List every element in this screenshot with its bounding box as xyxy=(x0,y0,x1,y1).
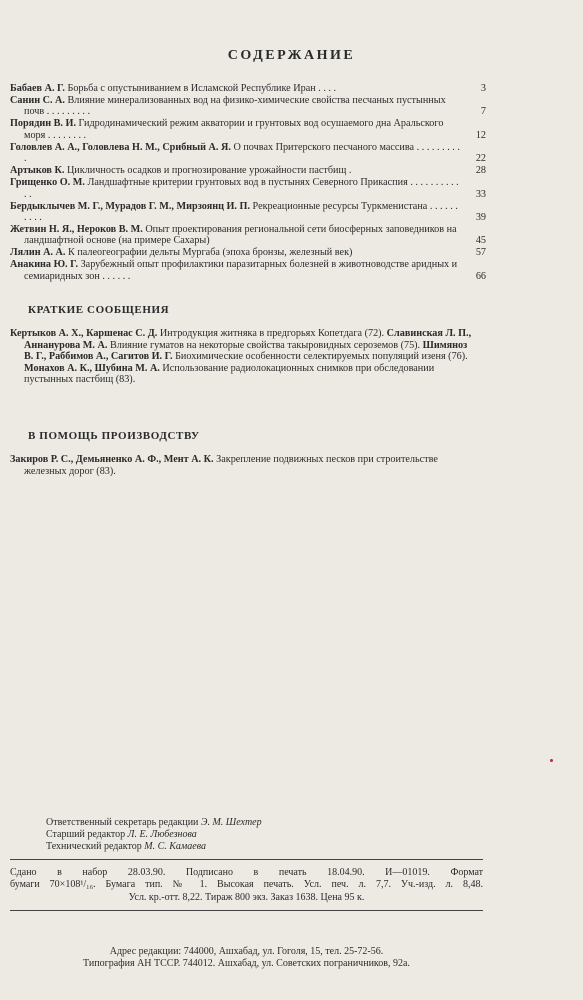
toc-article-title: Опыт проектирования региональной сети биосферных заповедников на ландшафтной основе (на примере Сахары) xyxy=(24,224,457,247)
short-messages-paragraph xyxy=(10,328,478,386)
imprint xyxy=(10,867,483,904)
divider-bottom xyxy=(10,910,483,911)
divider-top xyxy=(10,859,483,860)
article-author: Закиров Р. С., Демьяненко А. Ф., Мент А. К. xyxy=(10,454,214,465)
section-heading-production: В ПОМОЩЬ ПРОИЗВОДСТВУ xyxy=(28,430,200,442)
imprint-line: бумаги 70×108¹/₁₆. Бумага тип. № 1. Высокая печать. Усл. печ. л. 7,7. Уч.-изд. л. 8,48. xyxy=(10,879,483,891)
toc-leader: . . . . . . xyxy=(99,270,131,282)
toc-page-number: 45 xyxy=(475,235,486,247)
toc-entry xyxy=(10,201,486,224)
article-title: Использование радиолокационных снимков при обследовании пустынных пастбищ (83). xyxy=(24,362,435,386)
imprint-line: Усл. кр.-отт. 8,22. Тираж 800 экз. Заказ 1638. Цена 95 к. xyxy=(128,891,365,903)
staff-line xyxy=(46,829,262,841)
ink-spot xyxy=(550,759,553,762)
article-author: Шимяноз В. Г., Раббимов А., Сагитов И. Г. xyxy=(24,339,468,363)
article-author: Монахов А. К., Шубина М. А. xyxy=(24,362,160,374)
address-line: Адрес редакции: 744000, Ашхабад, ул. Гоголя, 15, тел. 25-72-56. xyxy=(109,946,384,957)
section-heading-short-messages: КРАТКИЕ СООБЩЕНИЯ xyxy=(28,304,170,316)
toc-article-title: Зарубежный опыт профилактики паразитарных болезней в животноводстве аридных и семиаридных зон xyxy=(24,259,458,282)
toc-article-title: Борьба с опустыниванием в Исламской Республике Иран xyxy=(67,83,316,94)
toc-entry-text xyxy=(10,165,462,176)
toc-article-title: Рекреационные ресурсы Туркменистана xyxy=(252,200,428,212)
address-line: Типография АН ТССР. 744012. Ашхабад, ул. Советских пограничников, 92а. xyxy=(83,958,410,970)
staff-role: Ответственный секретарь редакции xyxy=(46,817,199,828)
toc-leader: . . . . . . . . . xyxy=(44,106,91,118)
toc-author: Бабаев А. Г. xyxy=(10,83,65,94)
toc-entry-text xyxy=(10,118,462,141)
toc-article-title: Ландшафтные критерии грунтовых вод в пустынях Северного Прикаспия xyxy=(87,177,408,189)
staff-name: Л. Е. Любезнова xyxy=(127,829,197,841)
toc-leader: . . . . . . . . . . xyxy=(24,141,460,165)
article-title: Биохимические особенности селектируемых популяций изеня (76). xyxy=(172,351,468,363)
toc-author: Головлев А. А., Головлева Н. М., Срибный А. Я. xyxy=(10,141,231,153)
toc-entry xyxy=(10,259,486,282)
article-author: Кертыков А. Х., Каршенас С. Д. xyxy=(10,328,158,339)
toc-author: Артыков К. xyxy=(10,165,65,177)
toc-entry xyxy=(10,224,486,247)
toc-entry xyxy=(10,83,486,94)
toc-entry xyxy=(10,177,486,200)
toc-leader: . . . . . . . . . . . . xyxy=(24,177,459,200)
toc-author: Порядин В. И. xyxy=(10,118,76,130)
staff-name: М. С. Камаева xyxy=(144,841,206,853)
toc-entry-text xyxy=(10,142,462,165)
toc-entry-text xyxy=(10,95,462,118)
toc-entry-text xyxy=(10,201,462,224)
toc-leader: . . . . . . . . xyxy=(45,129,87,141)
table-of-contents xyxy=(10,83,486,283)
toc-article-title: О почвах Притерского песчаного массива xyxy=(233,141,415,153)
toc-entry xyxy=(10,118,486,141)
toc-author: Лялин А. А. xyxy=(10,247,66,259)
editorial-staff xyxy=(46,817,262,854)
toc-page-number: 3 xyxy=(480,83,486,94)
toc-entry-text xyxy=(10,247,462,258)
article-author: Славинская Л. П., Аннанурова М. А. xyxy=(24,328,472,351)
toc-page-number: 12 xyxy=(475,129,486,141)
staff-line xyxy=(46,841,262,853)
toc-article-title: Гидродинамический режим акватории и грунтовых вод осушаемого дна Аральского моря xyxy=(24,118,444,141)
toc-article-title: Влияние минерализованных вод на физико-химические свойства песчаных пустынных почв xyxy=(24,95,446,118)
toc-page-number: 7 xyxy=(480,106,486,118)
toc-article-title: К палеогеографии дельты Мургаба (эпоха бронзы, железный век) xyxy=(68,247,353,259)
toc-page-number: 39 xyxy=(475,212,486,224)
toc-entry xyxy=(10,142,486,165)
toc-entry xyxy=(10,247,486,258)
toc-page-number: 22 xyxy=(475,153,486,165)
editorial-address xyxy=(10,946,483,971)
toc-author: Грищенко О. М. xyxy=(10,177,85,189)
toc-entry-text xyxy=(10,83,462,94)
toc-page-number: 57 xyxy=(475,247,486,259)
toc-leader: . . . . xyxy=(315,83,337,94)
toc-author: Бердыклычев М. Г., Мурадов Г. М., Мирзоянц И. П. xyxy=(10,200,250,212)
staff-role: Технический редактор xyxy=(46,841,142,853)
article-title: Влияние гуматов на некоторые свойства такыровидных сероземов (75). xyxy=(107,339,423,351)
article-title: Интродукция житняка в предгорьях Копетдага (72). xyxy=(157,328,387,339)
toc-author: Жетвин Н. Я., Нероков В. М. xyxy=(10,224,143,236)
toc-entry xyxy=(10,95,486,118)
staff-line xyxy=(46,817,262,829)
toc-leader: . xyxy=(346,165,352,177)
toc-author: Санин С. А. xyxy=(10,95,65,106)
article-title: Закрепление подвижных песков при строительстве железных дорог (83). xyxy=(24,454,438,477)
toc-entry-text xyxy=(10,259,462,282)
imprint-line: Сдано в набор 28.03.90. Подписано в печать 18.04.90. И—01019. Формат xyxy=(10,867,483,878)
toc-leader: . . . . . . . . . . xyxy=(24,200,458,224)
toc-page-number: 28 xyxy=(475,165,486,177)
production-paragraph xyxy=(10,454,478,477)
toc-page-number: 33 xyxy=(475,188,486,200)
toc-entry-text xyxy=(10,177,462,200)
toc-entry xyxy=(10,165,486,176)
toc-entry-text xyxy=(10,224,462,247)
toc-page-number: 66 xyxy=(475,270,486,282)
staff-name: Э. М. Шехтер xyxy=(200,817,262,828)
toc-article-title: Цикличность осадков и прогнозирование урожайности пастбищ xyxy=(66,165,347,177)
page-title: СОДЕРЖАНИЕ xyxy=(227,48,356,63)
staff-role: Старший редактор xyxy=(46,829,126,841)
toc-author: Анакина Ю. Г. xyxy=(10,259,79,271)
